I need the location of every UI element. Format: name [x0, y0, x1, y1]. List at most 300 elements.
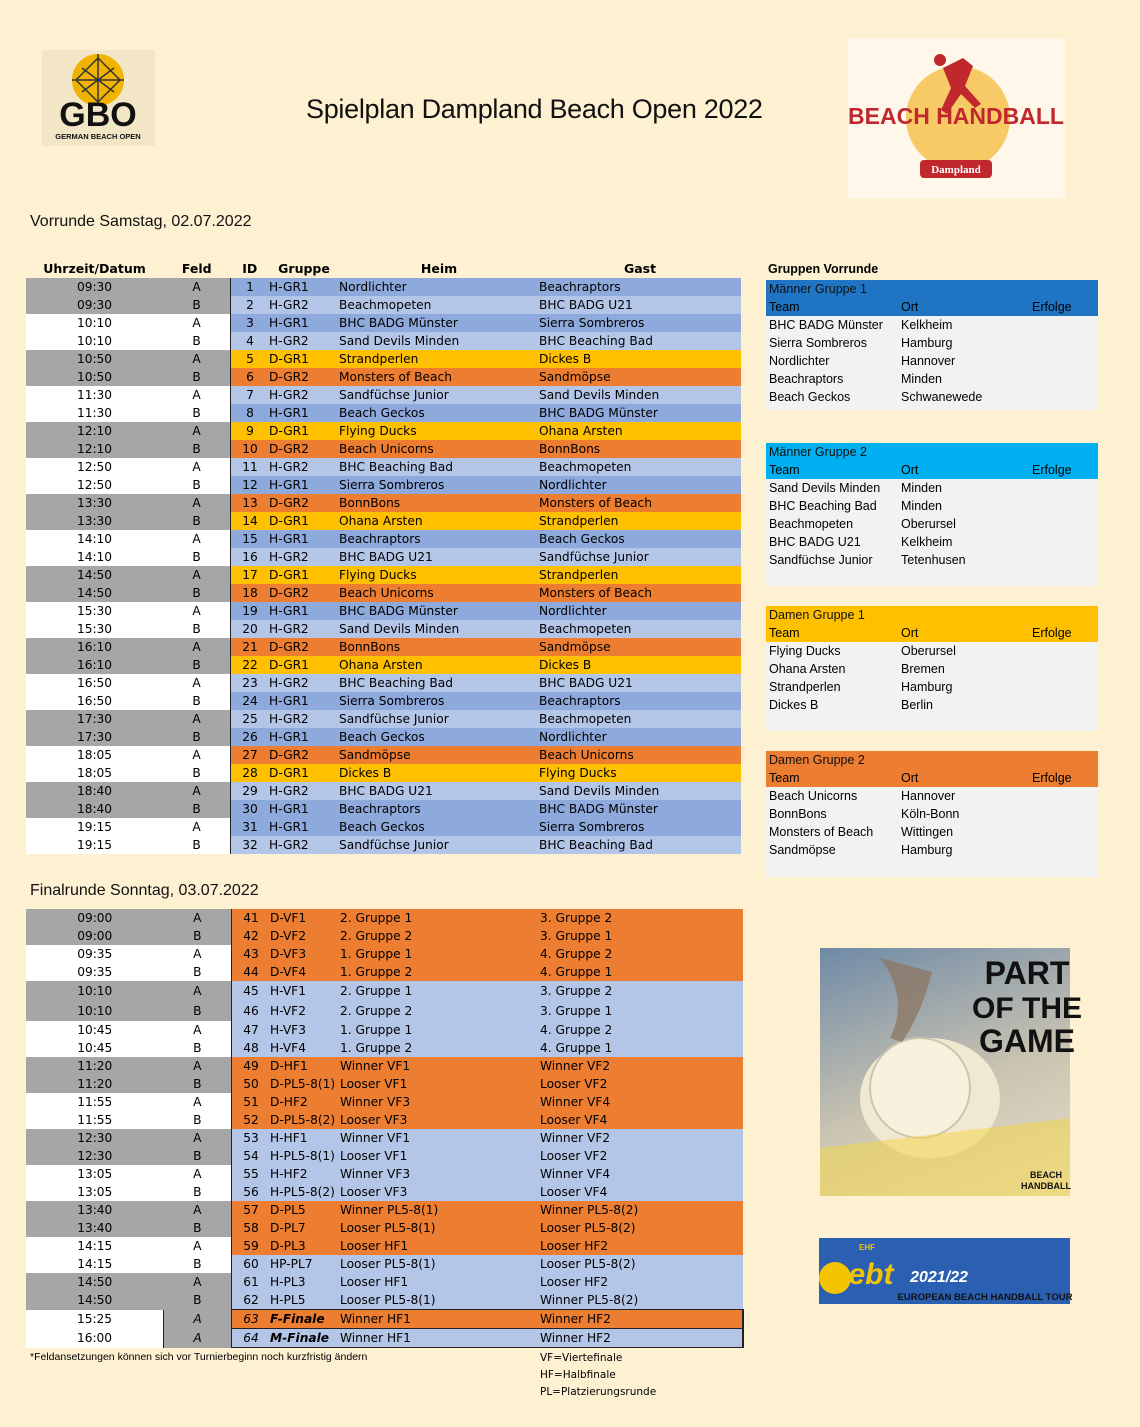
match-field: A — [163, 386, 231, 404]
part-of-the-game-image — [820, 948, 1082, 1196]
match-time: 10:45 — [26, 1039, 164, 1057]
match-field: B — [163, 692, 231, 710]
finalrunde-title: Finalrunde Sonntag, 03.07.2022 — [30, 882, 259, 899]
match-group: H-HF2 — [270, 1165, 340, 1183]
away-team: Strandperlen — [539, 566, 741, 584]
table-row — [26, 458, 741, 476]
table-row — [26, 332, 741, 350]
match-field: B — [164, 927, 232, 945]
group-column-header — [766, 461, 1098, 479]
group-header-erfolge: Erfolge — [1032, 300, 1072, 314]
group-team-row — [766, 533, 1098, 551]
match-group: D-HF2 — [270, 1093, 340, 1111]
table-row — [26, 512, 741, 530]
table-row — [26, 1183, 743, 1201]
match-id: 6 — [231, 368, 270, 386]
match-id: 63 — [232, 1310, 271, 1329]
match-id: 8 — [231, 404, 270, 422]
table-row — [26, 1075, 743, 1093]
table-row — [26, 836, 741, 854]
home-team: 1. Gruppe 1 — [340, 945, 540, 963]
match-field: B — [163, 656, 231, 674]
team-name: Nordlichter — [769, 354, 830, 368]
table-row — [26, 800, 741, 818]
away-team: Sierra Sombreros — [539, 818, 741, 836]
group-column-header — [766, 769, 1098, 787]
home-team: Sandfüchse Junior — [339, 386, 539, 404]
match-id: 41 — [232, 909, 271, 927]
away-team: Beachmopeten — [539, 620, 741, 638]
match-id: 64 — [232, 1329, 271, 1348]
vorrunde-table — [26, 260, 741, 854]
match-id: 43 — [232, 945, 271, 963]
group-team-row — [766, 370, 1098, 388]
match-time: 19:15 — [26, 836, 163, 854]
match-id: 7 — [231, 386, 270, 404]
match-field: A — [163, 674, 231, 692]
home-team: BHC BADG Münster — [339, 602, 539, 620]
away-team: BHC BADG Münster — [539, 800, 741, 818]
home-team: Winner HF1 — [340, 1310, 540, 1329]
team-name: Dickes B — [769, 698, 819, 712]
table-row — [26, 476, 741, 494]
match-id: 42 — [232, 927, 271, 945]
group-card — [766, 606, 1098, 731]
table-row — [26, 656, 741, 674]
match-time: 16:00 — [26, 1329, 164, 1348]
home-team: Monsters of Beach — [339, 368, 539, 386]
away-team: Winner VF2 — [540, 1057, 743, 1075]
away-team: Beach Geckos — [539, 530, 741, 548]
away-team: Winner PL5-8(2) — [540, 1291, 743, 1310]
match-time: 12:10 — [26, 440, 163, 458]
team-name: BHC BADG U21 — [769, 535, 861, 549]
away-team: BHC Beaching Bad — [539, 836, 741, 854]
match-id: 4 — [231, 332, 270, 350]
match-group: H-PL3 — [270, 1273, 340, 1291]
match-field: A — [163, 818, 231, 836]
svg-text:BEACH HANDBALL: BEACH HANDBALL — [848, 103, 1064, 129]
match-field: B — [163, 512, 231, 530]
header-id: ID — [242, 261, 258, 276]
group-team-row — [766, 316, 1098, 334]
groups-title: Gruppen Vorrunde — [768, 262, 879, 276]
home-team: Sierra Sombreros — [339, 476, 539, 494]
team-city: Berlin — [901, 698, 933, 712]
match-group: D-GR2 — [269, 368, 339, 386]
table-row — [26, 1039, 743, 1057]
group-name: Damen Gruppe 2 — [766, 751, 1098, 769]
match-field: B — [164, 1111, 232, 1129]
match-group: D-PL5-8(2) — [270, 1111, 340, 1129]
team-city: Minden — [901, 499, 942, 513]
match-time: 09:35 — [26, 945, 164, 963]
away-team: 3. Gruppe 2 — [540, 981, 743, 1001]
table-row — [26, 1291, 743, 1310]
match-id: 30 — [231, 800, 270, 818]
match-group: H-GR1 — [269, 602, 339, 620]
team-name: Sandmöpse — [769, 843, 836, 857]
team-name: BonnBons — [769, 807, 827, 821]
legend-item: VF=Viertefinale — [540, 1352, 623, 1364]
away-team: BHC BADG U21 — [539, 674, 741, 692]
match-time: 14:15 — [26, 1237, 164, 1255]
team-city: Hamburg — [901, 336, 953, 350]
home-team: BHC BADG U21 — [339, 782, 539, 800]
home-team: Winner VF3 — [340, 1093, 540, 1111]
table-row — [26, 674, 741, 692]
table-row — [26, 710, 741, 728]
match-field: A — [164, 981, 232, 1001]
match-time: 16:10 — [26, 638, 163, 656]
table-row — [26, 782, 741, 800]
match-group: D-PL7 — [270, 1219, 340, 1237]
group-team-row — [766, 479, 1098, 497]
match-group: H-GR2 — [269, 710, 339, 728]
match-field: A — [164, 1057, 232, 1075]
match-field: A — [164, 1273, 232, 1291]
match-id: 48 — [232, 1039, 271, 1057]
svg-text:Dampland: Dampland — [931, 164, 981, 176]
match-id: 59 — [232, 1237, 271, 1255]
home-team: 2. Gruppe 2 — [340, 927, 540, 945]
svg-text:BEACH: BEACH — [1029, 1170, 1063, 1180]
away-team: Monsters of Beach — [539, 584, 741, 602]
team-name: BHC Beaching Bad — [769, 499, 877, 513]
match-time: 10:10 — [26, 981, 164, 1001]
away-team: Looser HF2 — [540, 1237, 743, 1255]
team-city: Minden — [901, 481, 942, 495]
group-name: Männer Gruppe 2 — [766, 443, 1098, 461]
home-team: Nordlichter — [339, 278, 539, 296]
away-team: Winner PL5-8(2) — [540, 1201, 743, 1219]
away-team: Looser VF2 — [540, 1075, 743, 1093]
match-group: D-VF4 — [270, 963, 340, 981]
team-name: Ohana Arsten — [769, 662, 846, 676]
match-id: 29 — [231, 782, 270, 800]
home-team: 1. Gruppe 2 — [340, 1039, 540, 1057]
group-team-row — [766, 551, 1098, 569]
match-field: B — [164, 1039, 232, 1057]
table-row — [26, 1329, 743, 1348]
match-id: 50 — [232, 1075, 271, 1093]
match-field: A — [164, 1165, 232, 1183]
away-team: Strandperlen — [539, 512, 741, 530]
table-row — [26, 1201, 743, 1219]
match-time: 12:50 — [26, 476, 163, 494]
team-name: Beachmopeten — [769, 517, 854, 531]
group-team-row — [766, 660, 1098, 678]
match-id: 15 — [231, 530, 270, 548]
match-id: 44 — [232, 963, 271, 981]
match-group: H-GR2 — [269, 836, 339, 854]
home-team: BonnBons — [339, 494, 539, 512]
home-team: BonnBons — [339, 638, 539, 656]
match-field: B — [163, 764, 231, 782]
match-field: B — [163, 332, 231, 350]
table-row — [26, 602, 741, 620]
match-id: 46 — [232, 1001, 271, 1021]
away-team: Beach Unicorns — [539, 746, 741, 764]
match-group: H-HF1 — [270, 1129, 340, 1147]
beach-handball-logo — [848, 38, 1065, 198]
away-team: Winner VF4 — [540, 1165, 743, 1183]
match-group: D-HF1 — [270, 1057, 340, 1075]
match-id: 55 — [232, 1165, 271, 1183]
group-header-erfolge: Erfolge — [1032, 771, 1072, 785]
group-team-row — [766, 678, 1098, 696]
team-city: Kelkheim — [901, 535, 953, 549]
table-row — [26, 350, 741, 368]
group-header-erfolge: Erfolge — [1032, 463, 1072, 477]
match-group: H-GR1 — [269, 818, 339, 836]
match-field: B — [163, 800, 231, 818]
match-field: B — [164, 1183, 232, 1201]
match-time: 11:20 — [26, 1057, 164, 1075]
away-team: Flying Ducks — [539, 764, 741, 782]
match-field: A — [163, 458, 231, 476]
match-id: 23 — [231, 674, 270, 692]
match-id: 32 — [231, 836, 270, 854]
match-group: D-VF2 — [270, 927, 340, 945]
team-city: Wittingen — [901, 825, 954, 839]
team-name: Strandperlen — [769, 680, 841, 694]
home-team: Sand Devils Minden — [339, 620, 539, 638]
team-name: Beach Geckos — [769, 390, 851, 404]
home-team: Beach Unicorns — [339, 440, 539, 458]
match-time: 13:05 — [26, 1165, 164, 1183]
team-city: Minden — [901, 372, 942, 386]
table-row — [26, 1147, 743, 1165]
table-row — [26, 440, 741, 458]
match-field: A — [163, 710, 231, 728]
match-group: H-GR2 — [269, 620, 339, 638]
table-row — [26, 1310, 743, 1329]
match-time: 13:40 — [26, 1201, 164, 1219]
table-row — [26, 566, 741, 584]
team-name: Beach Unicorns — [769, 789, 858, 803]
match-id: 51 — [232, 1093, 271, 1111]
group-column-header — [766, 298, 1098, 316]
header-feld: Feld — [181, 261, 212, 276]
page-title: Spielplan Dampland Beach Open 2022 — [306, 94, 763, 124]
away-team: Sandmöpse — [539, 368, 741, 386]
match-id: 31 — [231, 818, 270, 836]
match-field: B — [163, 836, 231, 854]
match-time: 15:30 — [26, 602, 163, 620]
away-team: Winner VF4 — [540, 1093, 743, 1111]
away-team: Looser PL5-8(2) — [540, 1219, 743, 1237]
table-row — [26, 368, 741, 386]
team-name: Sand Devils Minden — [769, 481, 881, 495]
table-row — [26, 1255, 743, 1273]
match-id: 21 — [231, 638, 270, 656]
away-team: Sand Devils Minden — [539, 782, 741, 800]
table-row — [26, 314, 741, 332]
match-group: D-GR2 — [269, 440, 339, 458]
match-id: 13 — [231, 494, 270, 512]
vorrunde-title: Vorrunde Samstag, 02.07.2022 — [30, 213, 252, 230]
match-group: H-GR2 — [269, 296, 339, 314]
table-row — [26, 278, 741, 296]
home-team: Beachmopeten — [339, 296, 539, 314]
team-name: Flying Ducks — [769, 644, 841, 658]
table-row — [26, 584, 741, 602]
match-group: D-PL5-8(1) — [270, 1075, 340, 1093]
match-group: M-Finale — [270, 1329, 340, 1348]
match-id: 16 — [231, 548, 270, 566]
match-group: D-GR2 — [269, 584, 339, 602]
table-row — [26, 981, 743, 1001]
match-time: 13:30 — [26, 512, 163, 530]
home-team: 1. Gruppe 1 — [340, 1021, 540, 1039]
match-group: H-GR1 — [269, 728, 339, 746]
finalrunde-table — [26, 909, 744, 1348]
table-row — [26, 746, 741, 764]
match-field: B — [163, 548, 231, 566]
table-row — [26, 548, 741, 566]
team-city: Hannover — [901, 789, 956, 803]
group-team-row — [766, 334, 1098, 352]
team-name: BHC BADG Münster — [769, 318, 883, 332]
table-row — [26, 728, 741, 746]
home-team: 2. Gruppe 1 — [340, 981, 540, 1001]
match-group: H-PL5 — [270, 1291, 340, 1310]
match-id: 54 — [232, 1147, 271, 1165]
group-header-ort: Ort — [901, 771, 919, 785]
group-team-row — [766, 515, 1098, 533]
match-group: H-GR2 — [269, 458, 339, 476]
match-time: 11:20 — [26, 1075, 164, 1093]
team-city: Oberursel — [901, 644, 956, 658]
match-group: D-GR2 — [269, 746, 339, 764]
team-city: Hannover — [901, 354, 956, 368]
match-group: D-PL3 — [270, 1237, 340, 1255]
home-team: Winner VF3 — [340, 1165, 540, 1183]
team-city: Kelkheim — [901, 318, 953, 332]
match-time: 11:55 — [26, 1093, 164, 1111]
match-id: 61 — [232, 1273, 271, 1291]
match-group: H-PL5-8(2) — [270, 1183, 340, 1201]
home-team: BHC BADG Münster — [339, 314, 539, 332]
home-team: Beach Geckos — [339, 404, 539, 422]
svg-text:EUROPEAN BEACH HANDBALL TOUR: EUROPEAN BEACH HANDBALL TOUR — [897, 1292, 1073, 1303]
group-name: Damen Gruppe 1 — [766, 606, 1098, 624]
match-id: 10 — [231, 440, 270, 458]
home-team: BHC Beaching Bad — [339, 674, 539, 692]
match-time: 19:15 — [26, 818, 163, 836]
match-id: 49 — [232, 1057, 271, 1075]
match-time: 10:50 — [26, 350, 163, 368]
group-team-row — [766, 787, 1098, 805]
team-name: Monsters of Beach — [769, 825, 874, 839]
team-city: Bremen — [901, 662, 945, 676]
away-team: 4. Gruppe 1 — [540, 1039, 743, 1057]
svg-text:PART: PART — [984, 955, 1070, 991]
team-city: Hamburg — [901, 843, 953, 857]
match-time: 18:40 — [26, 782, 163, 800]
match-id: 52 — [232, 1111, 271, 1129]
match-id: 25 — [231, 710, 270, 728]
match-id: 22 — [231, 656, 270, 674]
match-field: B — [164, 963, 232, 981]
away-team: Looser VF2 — [540, 1147, 743, 1165]
match-id: 20 — [231, 620, 270, 638]
team-name: Sierra Sombreros — [769, 336, 867, 350]
home-team: Winner PL5-8(1) — [340, 1201, 540, 1219]
match-id: 56 — [232, 1183, 271, 1201]
away-team: Winner HF2 — [540, 1329, 743, 1348]
match-group: H-GR2 — [269, 782, 339, 800]
match-id: 26 — [231, 728, 270, 746]
match-group: H-GR2 — [269, 386, 339, 404]
table-row — [26, 296, 741, 314]
match-field: A — [164, 1201, 232, 1219]
match-time: 09:00 — [26, 927, 164, 945]
home-team: 2. Gruppe 1 — [340, 909, 540, 927]
home-team: Flying Ducks — [339, 566, 539, 584]
match-field: A — [164, 1310, 232, 1329]
away-team: Nordlichter — [539, 728, 741, 746]
header-time: Uhrzeit/Datum — [43, 261, 146, 276]
group-team-row — [766, 696, 1098, 714]
match-id: 57 — [232, 1201, 271, 1219]
home-team: Ohana Arsten — [339, 656, 539, 674]
match-group: H-GR2 — [269, 332, 339, 350]
match-id: 53 — [232, 1129, 271, 1147]
table-row — [26, 422, 741, 440]
match-field: B — [163, 368, 231, 386]
away-team: 4. Gruppe 1 — [540, 963, 743, 981]
header-heim: Heim — [420, 261, 458, 276]
away-team: Beachraptors — [539, 692, 741, 710]
match-time: 16:50 — [26, 692, 163, 710]
match-time: 14:10 — [26, 548, 163, 566]
match-group: D-PL5 — [270, 1201, 340, 1219]
match-group: H-GR2 — [269, 548, 339, 566]
home-team: 1. Gruppe 2 — [340, 963, 540, 981]
table-row — [26, 764, 741, 782]
match-field: B — [163, 620, 231, 638]
group-column-header — [766, 624, 1098, 642]
away-team: Ohana Arsten — [539, 422, 741, 440]
group-header-team: Team — [769, 626, 800, 640]
match-group: H-VF4 — [270, 1039, 340, 1057]
match-time: 11:30 — [26, 404, 163, 422]
table-row — [26, 692, 741, 710]
away-team: BHC BADG U21 — [539, 296, 741, 314]
match-time: 17:30 — [26, 728, 163, 746]
match-field: A — [164, 909, 232, 927]
svg-text:2021/22: 2021/22 — [910, 1269, 968, 1286]
match-time: 18:05 — [26, 764, 163, 782]
match-time: 16:10 — [26, 656, 163, 674]
group-card — [766, 280, 1098, 410]
match-field: A — [163, 782, 231, 800]
match-group: D-GR2 — [269, 638, 339, 656]
match-group: H-GR1 — [269, 404, 339, 422]
match-field: A — [164, 1021, 232, 1039]
svg-text:GBO: GBO — [59, 96, 137, 134]
table-row — [26, 638, 741, 656]
table-row — [26, 1093, 743, 1111]
match-id: 17 — [231, 566, 270, 584]
table-row — [26, 1129, 743, 1147]
match-time: 15:30 — [26, 620, 163, 638]
team-city: Tetenhusen — [901, 553, 966, 567]
match-field: B — [163, 584, 231, 602]
table-row — [26, 1237, 743, 1255]
